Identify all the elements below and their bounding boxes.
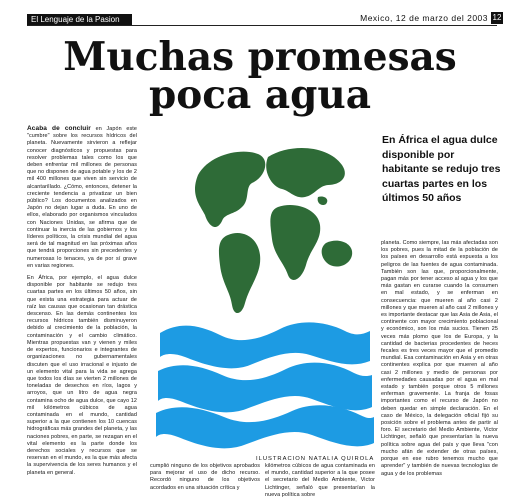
page-header: [0, 0, 518, 28]
continent-south-america: [219, 233, 260, 313]
water-waves: [156, 322, 374, 448]
continents-drawing: [195, 148, 352, 313]
continent-australia: [322, 241, 353, 267]
continent-north-america: [195, 152, 265, 227]
headline-line-1: Muchas promesas: [63, 34, 457, 80]
header-rule: [27, 25, 497, 26]
article-column-1: [27, 125, 137, 495]
headline: [60, 34, 460, 118]
wave-band-3: [156, 405, 374, 448]
page-number: 12: [492, 13, 502, 22]
wave-band-2: [158, 363, 372, 413]
pull-quote: En África el agua dulce disponible por habitante se redujo tres cuartas partes en los últimos 50 años: [382, 134, 501, 204]
island-small: [318, 196, 328, 205]
wave-band-1: [160, 322, 370, 368]
continent-europe: [266, 148, 345, 197]
section-label: El Lenguaje de la Pasion: [27, 14, 132, 25]
headline-line-2: poca agua: [148, 72, 372, 118]
article-column-2: cumplió ninguno de los objetivos aprobados para mejorar el uso de dicho recurso. Recordó ninguno de los objetivos acordados en una situación crítica y: [150, 463, 260, 491]
issue-date: Mexico, 12 de marzo del 2003: [360, 13, 488, 23]
continent-africa: [270, 205, 320, 280]
article-column-4: planeta. Como siempre, las más afectadas son los pobres, pues la mitad de la población de los países en desarrollo está expuesta a los peligros de las fuentes de agua contaminada. También son las que, proporcionalmente, pagan más por tener acceso al agua y los que más gastan en curarse cuando la consumen en mal estado, y se enferman en consecuencia: que mueren al año casi 2 millones y que mueren al año casi 2 millones y es importante destacar que las Asia de Asia, el continente con mayor crecimiento poblacional y económico, son los más sucios. Tienen 25 veces más plomo que los de Europa, y la cantidad de bacterias procedentes de heces fecales es tres veces mayor que el promedio mundial. Esa contaminación en Asia y en otras continentes explica por que mueren al año casi 2 millones y medio de personas por enfermedades causadas por el agua en mal estado y también porque otros 5 millones enferman gravemente. La franja de fosas importantes como el recurso de Japón no deben quedar en simple declaración. En el caso de México, la delegación oficial fijó su posición sobre el problema antes de partir al foro. El secretario del Medio Ambiente, Victor Lichtinger, señaló que presentarían la nueva política sobre agua del país y que lleva "con mucho afán de extender de otras países, porque en ese rubro tenemos mucho que aprender" y también de nuevas tecnologías de agua y de los problemas: [381, 240, 498, 477]
world-water-illustration: [150, 125, 375, 455]
article-column-3: kilómetros cúbicos de agua contaminada en el mundo, cantidad superior a la que posee el secretario del Medio Ambiente, Victor Lichtinger, señaló que presentarían la nueva política sobre: [265, 463, 375, 498]
illustration-credit: ILUSTRACION NATALIA QUIROLA: [256, 456, 375, 462]
paragraph-1: [27, 125, 137, 270]
paragraph-1-text: en Japón este "cumbre" sobre los recursos hídricos del planeta. Nuevamente sirvieron a reflejar conocer diagnósticos y propuestas para resolver problemas tales como los que deben enfrentar mil millones de personas que no disponen de agua potable y los de 2 mil 400 millones que viven sin servicio de alcantarillado. ¿Cómo, entonces, detener la creciente tendencia a privatizar un bien público? Los documentos analizados en Japón no dejan lugar a duda. En uno de ellos, elaborado por organismos vinculados con Naciones Unidas, se afirma que de continuar la inercia de las gobiernos y los líderes políticos, la crisis mundial del agua será de tal magnitud en las próximas años que tendrá proporciones sin precedentes y numerosas lo tenaces, ya de por sí grave en varias regiones.: [27, 126, 137, 269]
paragraph-2: En África, por ejemplo, el agua dulce disponible por habitante se redujo tres cuartas partes en los últimos 50 años, sin que exista una estrategia para actuar de raíz las causas que ocasionan tan drástica descenso. En las demás continentes los recursos hídricos también disminuyeron debido al crecimiento de la población, la contaminación y el cambio climático. Mientras propuestas van y vienen y miles de expertos, funcionarios e integrantes de organizaciones no gubernamentales discuten que el uso irracional e injusto de un elemento vital para la vida se agrega que todos los días se vierten 2 millones de toneladas de desechos en ríos, lagos y arroyos, que un litro de agua negra contamina ocho de agua dulce, que cayo 12 mil kilómetros cúbicos de agua contaminada en el mundo, cantidad superior a la que contienen los 10 cuencas hidrográficas más grandes del planeta, y las naciones pobres, en parte, se rezagan en el vital elemento es la parte donde los derechos sociales y recursos que se reservan en el mundo, es la que más afecta la supervivencia de los seres humanos y el planeta en general.: [27, 275, 137, 476]
lead-in: Acaba de concluir: [27, 125, 91, 132]
